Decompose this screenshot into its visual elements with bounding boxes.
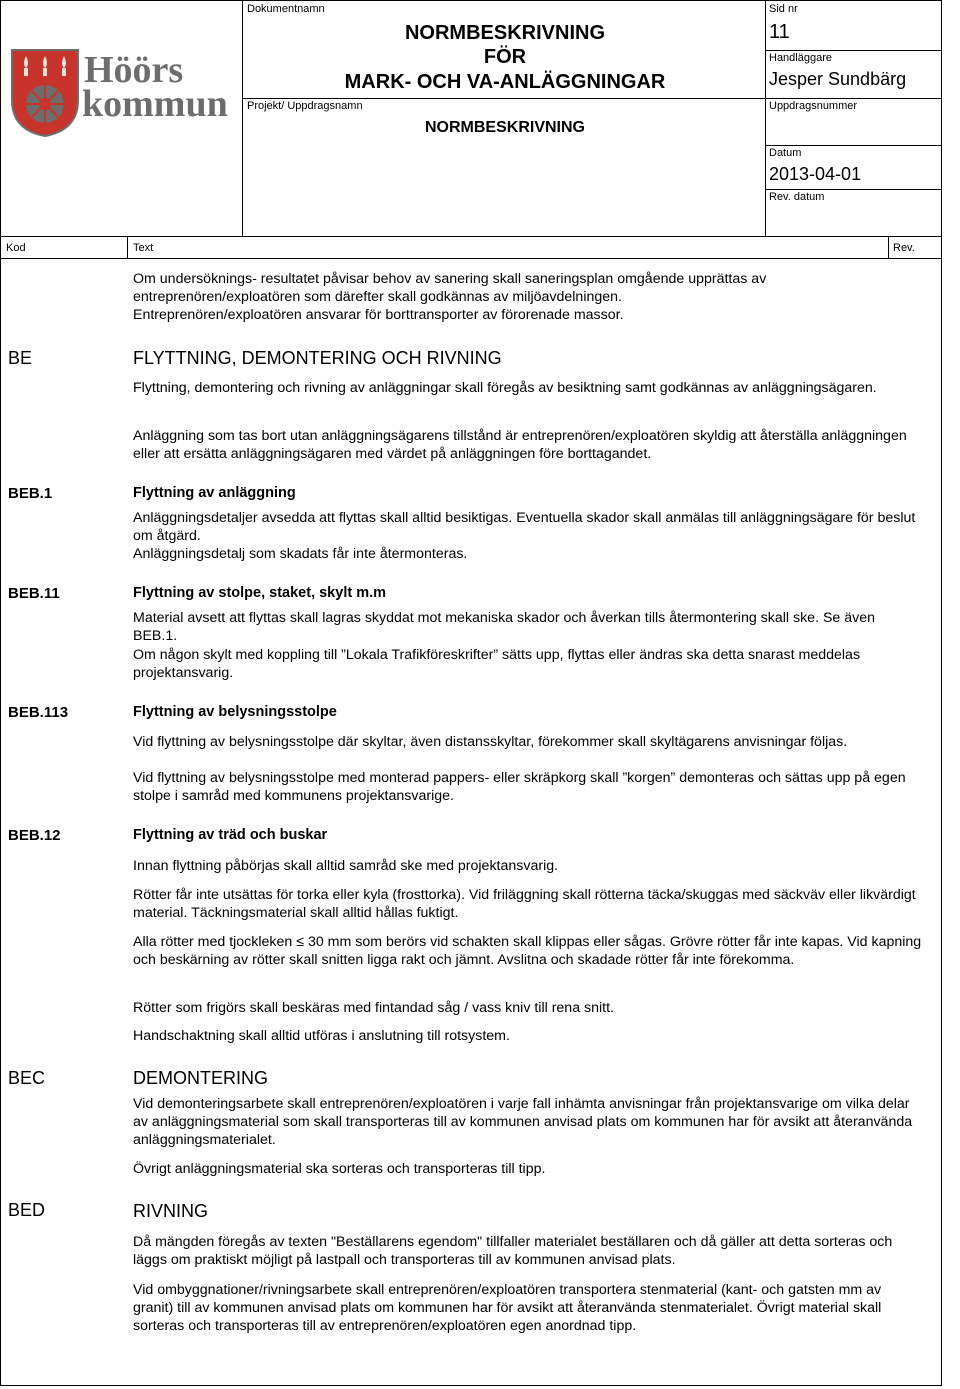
section-heading-bec: DEMONTERING [133, 1068, 268, 1088]
section-heading-be: FLYTTNING, DEMONTERING OCH RIVNING [133, 348, 502, 368]
beb113-paragraph-1: Vid flyttning av belysningsstolpe där skyltar, även distansskyltar, förekommer skall skyltägarens anvisningar följas. [133, 734, 848, 750]
columns-bottom-line [0, 258, 942, 259]
kod-column-divider [127, 237, 128, 259]
column-header-text: Text [133, 242, 154, 254]
page-number-label: Sid nr [769, 3, 798, 15]
date-label: Datum [769, 147, 802, 159]
date-divider [765, 189, 942, 190]
bed-paragraph-2: Vid ombyggnationer/rivningsarbete skall entreprenören/exploatören transportera stenmaterial (kant- och gatsten mm av granit) till av kommunen anvisad plats om kommunen har för avsikt att återanvända stenmaterialet. Övrigt material skall sorteras och transporteras till av entreprenören/exploatören egen anordnad tipp. [133, 1282, 882, 1335]
section-code-beb11: BEB.11 [8, 585, 60, 602]
section-code-bed: BED [8, 1200, 46, 1220]
assignment-divider [765, 145, 942, 146]
handler-value: Jesper Sundbärg [769, 69, 907, 89]
frame-top-line [0, 0, 942, 1]
project-value: NORMBESKRIVNING [424, 119, 585, 136]
page-divider [765, 50, 942, 51]
section-heading-beb113: Flyttning av belysningsstolpe [133, 704, 337, 720]
section-code-beb1: BEB.1 [8, 485, 53, 502]
beb1-paragraph-2: Anläggningsdetalj som skadats får inte återmonteras. [133, 546, 468, 562]
beb12-paragraph-1: Innan flyttning påbörjas skall alltid samråd ske med projektansvarig. [133, 858, 559, 874]
beb12-paragraph-5: Handschaktning skall alltid utföras i anslutning till rotsystem. [133, 1028, 510, 1044]
document-name-label: Dokumentnamn [247, 3, 325, 15]
title-line-2: FÖR [483, 46, 527, 68]
bec-paragraph-1: Vid demonteringsarbete skall entreprenören/exploatören i varje fall inhämta anvisningar från projektansvarige om vilka delar av anläggningsmaterial som skall transporteras till av kommunen anvisad plats om kommunen har för avsikt att återanvända anläggningsmaterialet. [133, 1096, 913, 1149]
section-heading-beb11: Flyttning av stolpe, staket, skylt m.m [133, 585, 387, 601]
section-heading-beb12: Flyttning av träd och buskar [133, 827, 328, 843]
beb12-paragraph-2: Rötter får inte utsättas för torka eller kyla (frosttorka). Vid friläggning skall rötterna täcka/skuggas med säckväv eller likvärdigt material. Täckningsmaterial skall alltid hållas fuktigt. [133, 887, 916, 922]
title-line-1: NORMBESKRIVNING [404, 22, 605, 44]
coat-of-arms-icon [10, 48, 80, 138]
rev-column-divider [888, 237, 889, 259]
intro-paragraph-1: Om undersöknings- resultatet påvisar behov av sanering skall saneringsplan omgående upprättas av entreprenören/exploatören som därefter skall godkännas av miljöavdelningen. [133, 271, 767, 306]
bed-paragraph-1: Då mängden föregås av texten "Beställarens egendom" tillfaller materialet beställaren och då gäller att detta sorteras och läggs om praktiskt möjligt på lastpall och transporteras till av kommunen anvisad plats. [133, 1234, 893, 1269]
right-block-divider [765, 0, 766, 237]
section-code-bec: BEC [8, 1068, 46, 1088]
municipality-logo [10, 48, 235, 138]
handler-divider [765, 98, 942, 99]
title-divider [242, 98, 766, 99]
beb1-paragraph-1: Anläggningsdetaljer avsedda att flyttas skall alltid besiktigas. Eventuella skador skall anmälas till anläggningsägare för beslut om åtgärd. [133, 510, 916, 545]
be-paragraph-1: Flyttning, demontering och rivning av anläggningar skall föregås av besiktning samt godkännas av anläggningsägaren. [133, 380, 877, 396]
beb113-paragraph-2: Vid flyttning av belysningsstolpe med monterad pappers- eller skräpkorg skall ”korgen” demonteras och sättas upp på egen stolpe i samråd med kommunens projektansvarige. [133, 770, 906, 805]
beb12-paragraph-3: Alla rötter med tjockleken ≤ 30 mm som berörs vid schakten skall klippas eller sågas. Grövre rötter får inte kapas. Vid kapning och beskärning av rötter skall snitten ligga rakt och jämnt. Avslitna och skadade rötter får inte förekomma. [133, 934, 922, 969]
intro-paragraph-2: Entreprenören/exploatören ansvarar för borttransporter av förorenade massor. [133, 307, 624, 323]
header-bottom-line [0, 236, 942, 237]
title-line-3: MARK- OCH VA-ANLÄGGNINGAR [344, 71, 666, 93]
logo-text-line2: kommun [82, 83, 228, 125]
bec-paragraph-2: Övrigt anläggningsmaterial ska sorteras och transporteras till tipp. [133, 1161, 546, 1177]
logo-text-line1: Höörs [84, 49, 184, 91]
frame-bottom-line [0, 1385, 942, 1386]
section-code-be: BE [8, 348, 33, 368]
column-header-kod: Kod [6, 242, 26, 254]
page-number-value: 11 [769, 21, 790, 43]
section-code-beb12: BEB.12 [8, 827, 61, 844]
rev-date-label: Rev. datum [769, 191, 825, 203]
beb11-paragraph-2: Om någon skylt med koppling till ”Lokala Trafikföreskrifter” sätts upp, flyttas eller ändras ska detta snarast meddelas projektansvarig. [133, 647, 861, 682]
section-heading-beb1: Flyttning av anläggning [133, 485, 296, 501]
frame-left-line [0, 0, 1, 1386]
beb12-paragraph-4: Rötter som frigörs skall beskäras med fintandad såg / vass kniv till rena snitt. [133, 1000, 614, 1016]
logo-divider [242, 0, 243, 237]
date-value: 2013-04-01 [769, 164, 862, 184]
assignment-number-label: Uppdragsnummer [769, 100, 858, 112]
be-paragraph-2: Anläggning som tas bort utan anläggningsägarens tillstånd är entreprenören/exploatören skyldig att återställa anläggningen eller att ersätta anläggningsägaren med värdet på anläggningen före borttagandet. [133, 428, 907, 463]
frame-right-line [941, 0, 942, 1386]
beb11-paragraph-1: Material avsett att flyttas skall lagras skyddat mot mekaniska skador och åverkan tills återmontering skall ske. Se även BEB.1. [133, 610, 876, 645]
section-code-beb113: BEB.113 [8, 704, 69, 721]
handler-label: Handläggare [769, 52, 832, 64]
section-heading-bed: RIVNING [133, 1201, 209, 1221]
column-header-rev: Rev. [893, 242, 915, 254]
project-label: Projekt/ Uppdragsnamn [247, 100, 363, 112]
